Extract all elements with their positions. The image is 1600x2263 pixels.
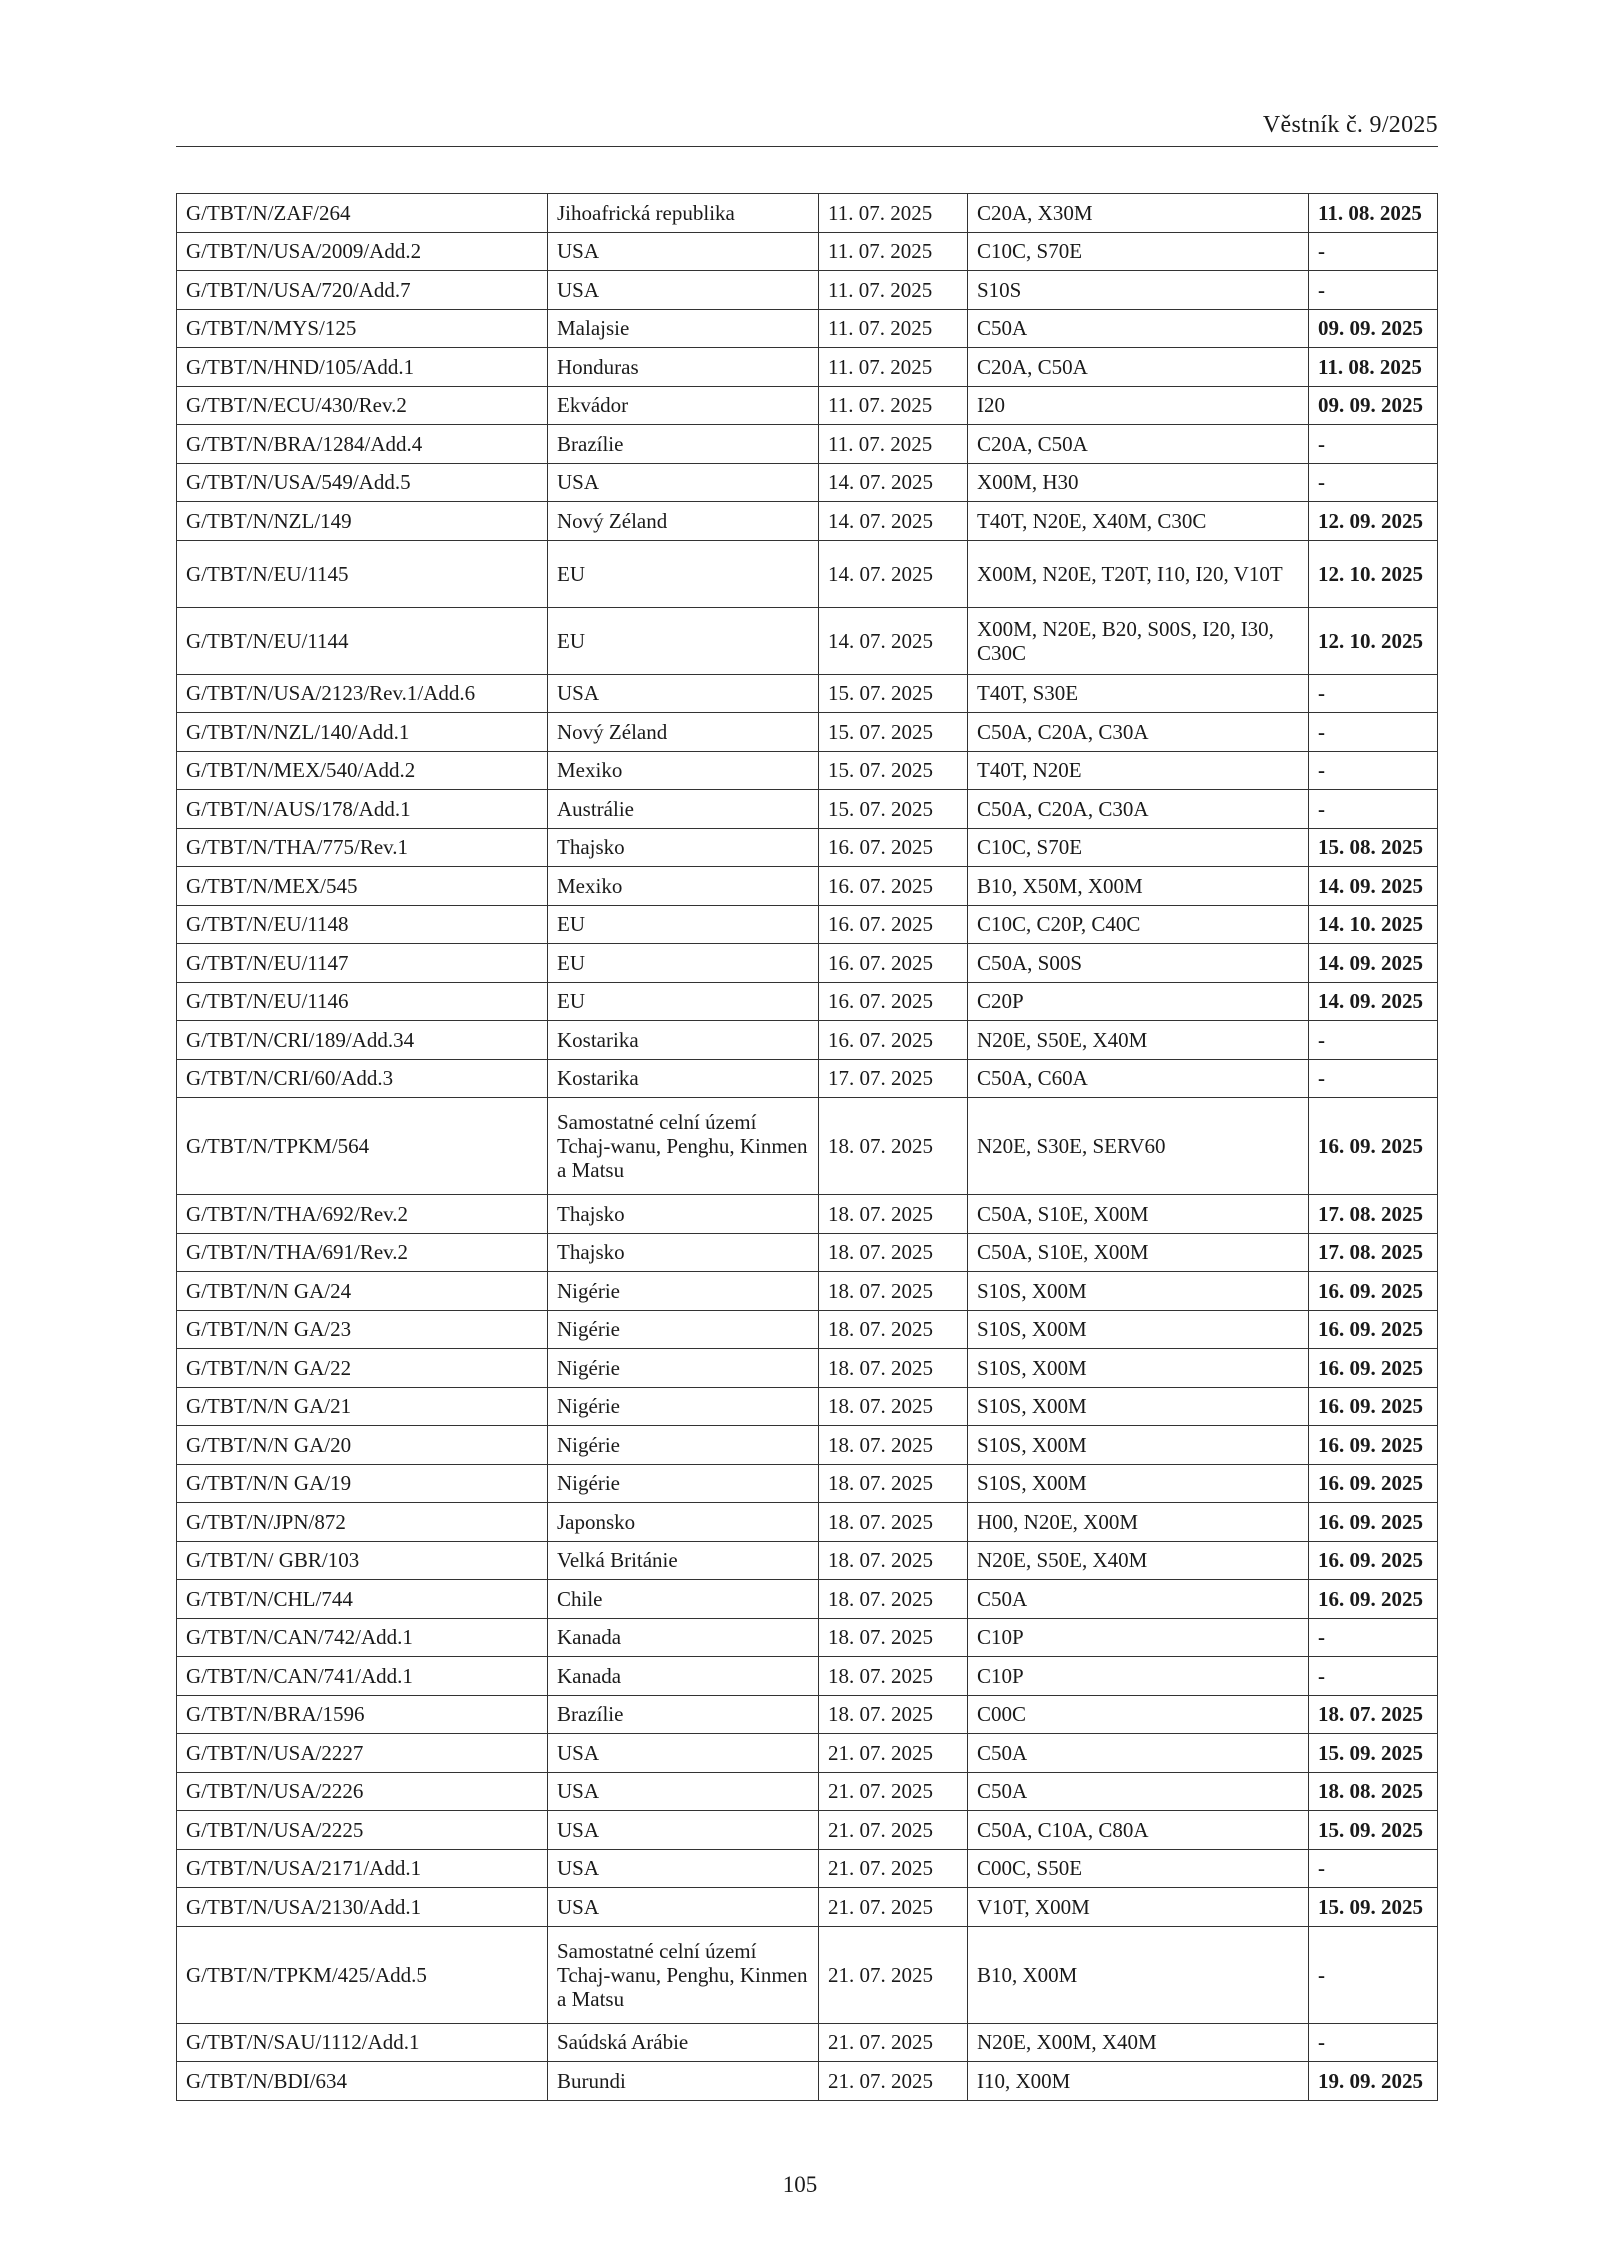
comment-deadline-cell: 12. 09. 2025 bbox=[1309, 502, 1438, 541]
table-row bbox=[177, 1503, 1438, 1542]
comment-deadline-cell: 16. 09. 2025 bbox=[1309, 1464, 1438, 1503]
ics-codes-cell: C20A, X30M bbox=[968, 194, 1309, 233]
table-row bbox=[177, 1059, 1438, 1098]
table-row bbox=[177, 1926, 1438, 2023]
country-cell: Malajsie bbox=[548, 309, 819, 348]
notification-code-cell: G/TBT/N/USA/720/Add.7 bbox=[177, 271, 548, 310]
notification-code-cell: G/TBT/N/EU/1148 bbox=[177, 905, 548, 944]
comment-deadline-cell: 17. 08. 2025 bbox=[1309, 1233, 1438, 1272]
page-header bbox=[176, 112, 1438, 147]
table-row bbox=[177, 1272, 1438, 1311]
comment-deadline-cell: 16. 09. 2025 bbox=[1309, 1503, 1438, 1542]
notification-date-cell: 18. 07. 2025 bbox=[819, 1695, 968, 1734]
table-row bbox=[177, 540, 1438, 607]
country-cell: EU bbox=[548, 982, 819, 1021]
notification-date-cell: 18. 07. 2025 bbox=[819, 1503, 968, 1542]
notification-date-cell: 16. 07. 2025 bbox=[819, 1021, 968, 1060]
table-row bbox=[177, 1541, 1438, 1580]
ics-codes-cell: S10S, X00M bbox=[968, 1272, 1309, 1311]
country-cell: Jihoafrická republika bbox=[548, 194, 819, 233]
notification-code-cell: G/TBT/N/MEX/540/Add.2 bbox=[177, 751, 548, 790]
notification-date-cell: 18. 07. 2025 bbox=[819, 1310, 968, 1349]
ics-codes-cell: C50A bbox=[968, 1580, 1309, 1619]
notification-date-cell: 11. 07. 2025 bbox=[819, 309, 968, 348]
table-row bbox=[177, 1387, 1438, 1426]
notification-date-cell: 18. 07. 2025 bbox=[819, 1387, 968, 1426]
country-cell: EU bbox=[548, 905, 819, 944]
notification-code-cell: G/TBT/N/N GA/24 bbox=[177, 1272, 548, 1311]
comment-deadline-cell: 15. 08. 2025 bbox=[1309, 828, 1438, 867]
country-cell: Kanada bbox=[548, 1657, 819, 1696]
comment-deadline-cell: 16. 09. 2025 bbox=[1309, 1580, 1438, 1619]
country-cell: EU bbox=[548, 944, 819, 983]
country-cell: Nigérie bbox=[548, 1426, 819, 1465]
table-row bbox=[177, 1811, 1438, 1850]
country-cell: Saúdská Arábie bbox=[548, 2023, 819, 2062]
notification-code-cell: G/TBT/N/BDI/634 bbox=[177, 2062, 548, 2101]
country-cell: Mexiko bbox=[548, 751, 819, 790]
notification-date-cell: 11. 07. 2025 bbox=[819, 194, 968, 233]
table-row bbox=[177, 1734, 1438, 1773]
ics-codes-cell: S10S, X00M bbox=[968, 1310, 1309, 1349]
comment-deadline-cell: - bbox=[1309, 1926, 1438, 2023]
ics-codes-cell: C10P bbox=[968, 1618, 1309, 1657]
table-row bbox=[177, 713, 1438, 752]
notification-code-cell: G/TBT/N/USA/2123/Rev.1/Add.6 bbox=[177, 674, 548, 713]
ics-codes-cell: C20A, C50A bbox=[968, 348, 1309, 387]
notification-date-cell: 18. 07. 2025 bbox=[819, 1272, 968, 1311]
comment-deadline-cell: - bbox=[1309, 271, 1438, 310]
country-cell: Nový Zéland bbox=[548, 713, 819, 752]
ics-codes-cell: X00M, N20E, B20, S00S, I20, I30, C30C bbox=[968, 607, 1309, 674]
comment-deadline-cell: 15. 09. 2025 bbox=[1309, 1888, 1438, 1927]
notification-date-cell: 15. 07. 2025 bbox=[819, 751, 968, 790]
table-row bbox=[177, 1849, 1438, 1888]
notification-code-cell: G/TBT/N/USA/2225 bbox=[177, 1811, 548, 1850]
notification-code-cell: G/TBT/N/N GA/21 bbox=[177, 1387, 548, 1426]
comment-deadline-cell: - bbox=[1309, 1059, 1438, 1098]
country-cell: USA bbox=[548, 1772, 819, 1811]
notification-date-cell: 21. 07. 2025 bbox=[819, 1926, 968, 2023]
country-cell: Kostarika bbox=[548, 1059, 819, 1098]
table-row bbox=[177, 502, 1438, 541]
ics-codes-cell: S10S, X00M bbox=[968, 1464, 1309, 1503]
notification-date-cell: 21. 07. 2025 bbox=[819, 2023, 968, 2062]
country-cell: Nigérie bbox=[548, 1272, 819, 1311]
notification-date-cell: 14. 07. 2025 bbox=[819, 463, 968, 502]
comment-deadline-cell: 11. 08. 2025 bbox=[1309, 348, 1438, 387]
table-body bbox=[177, 194, 1438, 2101]
notification-code-cell: G/TBT/N/USA/2227 bbox=[177, 1734, 548, 1773]
ics-codes-cell: T40T, N20E, X40M, C30C bbox=[968, 502, 1309, 541]
notification-code-cell: G/TBT/N/CRI/60/Add.3 bbox=[177, 1059, 548, 1098]
country-cell: Brazílie bbox=[548, 425, 819, 464]
comment-deadline-cell: - bbox=[1309, 713, 1438, 752]
country-cell: Nigérie bbox=[548, 1310, 819, 1349]
country-cell: USA bbox=[548, 1811, 819, 1850]
comment-deadline-cell: 12. 10. 2025 bbox=[1309, 607, 1438, 674]
country-cell: USA bbox=[548, 463, 819, 502]
comment-deadline-cell: 18. 07. 2025 bbox=[1309, 1695, 1438, 1734]
notification-date-cell: 21. 07. 2025 bbox=[819, 2062, 968, 2101]
table-row bbox=[177, 1464, 1438, 1503]
notification-date-cell: 14. 07. 2025 bbox=[819, 607, 968, 674]
comment-deadline-cell: - bbox=[1309, 232, 1438, 271]
comment-deadline-cell: - bbox=[1309, 463, 1438, 502]
ics-codes-cell: N20E, S50E, X40M bbox=[968, 1541, 1309, 1580]
table-row bbox=[177, 607, 1438, 674]
notification-date-cell: 11. 07. 2025 bbox=[819, 425, 968, 464]
country-cell: Nigérie bbox=[548, 1349, 819, 1388]
table-row bbox=[177, 386, 1438, 425]
notification-code-cell: G/TBT/N/SAU/1112/Add.1 bbox=[177, 2023, 548, 2062]
notification-code-cell: G/TBT/N/CRI/189/Add.34 bbox=[177, 1021, 548, 1060]
table-row bbox=[177, 828, 1438, 867]
ics-codes-cell: C50A bbox=[968, 1734, 1309, 1773]
ics-codes-cell: C20A, C50A bbox=[968, 425, 1309, 464]
notification-code-cell: G/TBT/N/EU/1145 bbox=[177, 540, 548, 607]
ics-codes-cell: C50A, C60A bbox=[968, 1059, 1309, 1098]
comment-deadline-cell: 09. 09. 2025 bbox=[1309, 309, 1438, 348]
notification-code-cell: G/TBT/N/USA/2130/Add.1 bbox=[177, 1888, 548, 1927]
table-row bbox=[177, 1233, 1438, 1272]
notification-date-cell: 21. 07. 2025 bbox=[819, 1772, 968, 1811]
comment-deadline-cell: 16. 09. 2025 bbox=[1309, 1541, 1438, 1580]
comment-deadline-cell: - bbox=[1309, 1849, 1438, 1888]
ics-codes-cell: I10, X00M bbox=[968, 2062, 1309, 2101]
comment-deadline-cell: 12. 10. 2025 bbox=[1309, 540, 1438, 607]
ics-codes-cell: C50A, S10E, X00M bbox=[968, 1195, 1309, 1234]
table-row bbox=[177, 463, 1438, 502]
comment-deadline-cell: 19. 09. 2025 bbox=[1309, 2062, 1438, 2101]
notification-code-cell: G/TBT/N/N GA/22 bbox=[177, 1349, 548, 1388]
ics-codes-cell: C50A, S00S bbox=[968, 944, 1309, 983]
notification-date-cell: 15. 07. 2025 bbox=[819, 713, 968, 752]
ics-codes-cell: V10T, X00M bbox=[968, 1888, 1309, 1927]
comment-deadline-cell: 16. 09. 2025 bbox=[1309, 1310, 1438, 1349]
notification-code-cell: G/TBT/N/N GA/23 bbox=[177, 1310, 548, 1349]
ics-codes-cell: C50A bbox=[968, 309, 1309, 348]
notification-date-cell: 18. 07. 2025 bbox=[819, 1618, 968, 1657]
country-cell: Brazílie bbox=[548, 1695, 819, 1734]
ics-codes-cell: C00C, S50E bbox=[968, 1849, 1309, 1888]
notification-code-cell: G/TBT/N/ GBR/103 bbox=[177, 1541, 548, 1580]
notification-code-cell: G/TBT/N/NZL/140/Add.1 bbox=[177, 713, 548, 752]
comment-deadline-cell: 17. 08. 2025 bbox=[1309, 1195, 1438, 1234]
country-cell: Thajsko bbox=[548, 828, 819, 867]
table-row bbox=[177, 1657, 1438, 1696]
notification-date-cell: 14. 07. 2025 bbox=[819, 540, 968, 607]
comment-deadline-cell: 14. 10. 2025 bbox=[1309, 905, 1438, 944]
ics-codes-cell: B10, X50M, X00M bbox=[968, 867, 1309, 906]
table-row bbox=[177, 2062, 1438, 2101]
country-cell: Kostarika bbox=[548, 1021, 819, 1060]
ics-codes-cell: T40T, S30E bbox=[968, 674, 1309, 713]
table-row bbox=[177, 425, 1438, 464]
notification-code-cell: G/TBT/N/N GA/19 bbox=[177, 1464, 548, 1503]
notification-code-cell: G/TBT/N/CAN/741/Add.1 bbox=[177, 1657, 548, 1696]
table-row bbox=[177, 1195, 1438, 1234]
country-cell: Mexiko bbox=[548, 867, 819, 906]
comment-deadline-cell: - bbox=[1309, 751, 1438, 790]
notification-code-cell: G/TBT/N/THA/692/Rev.2 bbox=[177, 1195, 548, 1234]
notification-code-cell: G/TBT/N/HND/105/Add.1 bbox=[177, 348, 548, 387]
comment-deadline-cell: 14. 09. 2025 bbox=[1309, 867, 1438, 906]
ics-codes-cell: B10, X00M bbox=[968, 1926, 1309, 2023]
ics-codes-cell: C50A bbox=[968, 1772, 1309, 1811]
country-cell: EU bbox=[548, 607, 819, 674]
notification-code-cell: G/TBT/N/EU/1144 bbox=[177, 607, 548, 674]
table-row bbox=[177, 944, 1438, 983]
notification-date-cell: 18. 07. 2025 bbox=[819, 1464, 968, 1503]
notification-date-cell: 21. 07. 2025 bbox=[819, 1734, 968, 1773]
notifications-table bbox=[176, 193, 1438, 2101]
notification-date-cell: 16. 07. 2025 bbox=[819, 828, 968, 867]
notification-date-cell: 15. 07. 2025 bbox=[819, 674, 968, 713]
country-cell: USA bbox=[548, 232, 819, 271]
ics-codes-cell: X00M, N20E, T20T, I10, I20, V10T bbox=[968, 540, 1309, 607]
notification-date-cell: 18. 07. 2025 bbox=[819, 1657, 968, 1696]
comment-deadline-cell: 14. 09. 2025 bbox=[1309, 982, 1438, 1021]
ics-codes-cell: S10S, X00M bbox=[968, 1426, 1309, 1465]
table-row bbox=[177, 271, 1438, 310]
table-row bbox=[177, 1772, 1438, 1811]
notification-code-cell: G/TBT/N/ECU/430/Rev.2 bbox=[177, 386, 548, 425]
country-cell: Nigérie bbox=[548, 1464, 819, 1503]
notification-date-cell: 18. 07. 2025 bbox=[819, 1195, 968, 1234]
comment-deadline-cell: 16. 09. 2025 bbox=[1309, 1387, 1438, 1426]
comment-deadline-cell: - bbox=[1309, 2023, 1438, 2062]
table-row bbox=[177, 1888, 1438, 1927]
notification-date-cell: 11. 07. 2025 bbox=[819, 232, 968, 271]
country-cell: Nový Zéland bbox=[548, 502, 819, 541]
comment-deadline-cell: 14. 09. 2025 bbox=[1309, 944, 1438, 983]
notification-date-cell: 11. 07. 2025 bbox=[819, 386, 968, 425]
comment-deadline-cell: - bbox=[1309, 425, 1438, 464]
notification-code-cell: G/TBT/N/CAN/742/Add.1 bbox=[177, 1618, 548, 1657]
notification-date-cell: 16. 07. 2025 bbox=[819, 944, 968, 983]
notification-code-cell: G/TBT/N/EU/1147 bbox=[177, 944, 548, 983]
ics-codes-cell: T40T, N20E bbox=[968, 751, 1309, 790]
comment-deadline-cell: 18. 08. 2025 bbox=[1309, 1772, 1438, 1811]
table-row bbox=[177, 790, 1438, 829]
comment-deadline-cell: - bbox=[1309, 1618, 1438, 1657]
notification-date-cell: 11. 07. 2025 bbox=[819, 271, 968, 310]
notification-code-cell: G/TBT/N/MYS/125 bbox=[177, 309, 548, 348]
table-row bbox=[177, 1580, 1438, 1619]
table-row bbox=[177, 232, 1438, 271]
country-cell: USA bbox=[548, 1734, 819, 1773]
table-row bbox=[177, 905, 1438, 944]
notification-date-cell: 18. 07. 2025 bbox=[819, 1426, 968, 1465]
comment-deadline-cell: 16. 09. 2025 bbox=[1309, 1098, 1438, 1195]
country-cell: Austrálie bbox=[548, 790, 819, 829]
ics-codes-cell: C50A, S10E, X00M bbox=[968, 1233, 1309, 1272]
comment-deadline-cell: 11. 08. 2025 bbox=[1309, 194, 1438, 233]
country-cell: Thajsko bbox=[548, 1233, 819, 1272]
ics-codes-cell: C50A, C20A, C30A bbox=[968, 790, 1309, 829]
table-row bbox=[177, 982, 1438, 1021]
table-row bbox=[177, 1098, 1438, 1195]
ics-codes-cell: N20E, S30E, SERV60 bbox=[968, 1098, 1309, 1195]
notification-date-cell: 14. 07. 2025 bbox=[819, 502, 968, 541]
table-row bbox=[177, 1426, 1438, 1465]
notification-code-cell: G/TBT/N/MEX/545 bbox=[177, 867, 548, 906]
ics-codes-cell: X00M, H30 bbox=[968, 463, 1309, 502]
comment-deadline-cell: 16. 09. 2025 bbox=[1309, 1272, 1438, 1311]
table-row bbox=[177, 194, 1438, 233]
comment-deadline-cell: - bbox=[1309, 1021, 1438, 1060]
ics-codes-cell: H00, N20E, X00M bbox=[968, 1503, 1309, 1542]
ics-codes-cell: S10S, X00M bbox=[968, 1349, 1309, 1388]
notification-date-cell: 21. 07. 2025 bbox=[819, 1849, 968, 1888]
country-cell: Kanada bbox=[548, 1618, 819, 1657]
country-cell: USA bbox=[548, 1849, 819, 1888]
country-cell: Chile bbox=[548, 1580, 819, 1619]
country-cell: Samostatné celní území Tchaj-wanu, Penghu, Kinmen a Matsu bbox=[548, 1098, 819, 1195]
notification-code-cell: G/TBT/N/BRA/1596 bbox=[177, 1695, 548, 1734]
country-cell: Burundi bbox=[548, 2062, 819, 2101]
notification-code-cell: G/TBT/N/USA/549/Add.5 bbox=[177, 463, 548, 502]
notification-date-cell: 21. 07. 2025 bbox=[819, 1888, 968, 1927]
comment-deadline-cell: - bbox=[1309, 674, 1438, 713]
ics-codes-cell: S10S bbox=[968, 271, 1309, 310]
ics-codes-cell: I20 bbox=[968, 386, 1309, 425]
notification-code-cell: G/TBT/N/AUS/178/Add.1 bbox=[177, 790, 548, 829]
notification-code-cell: G/TBT/N/TPKM/564 bbox=[177, 1098, 548, 1195]
table-row bbox=[177, 674, 1438, 713]
notification-code-cell: G/TBT/N/N GA/20 bbox=[177, 1426, 548, 1465]
notification-date-cell: 17. 07. 2025 bbox=[819, 1059, 968, 1098]
notification-date-cell: 11. 07. 2025 bbox=[819, 348, 968, 387]
notification-code-cell: G/TBT/N/THA/691/Rev.2 bbox=[177, 1233, 548, 1272]
notification-date-cell: 18. 07. 2025 bbox=[819, 1541, 968, 1580]
notification-code-cell: G/TBT/N/JPN/872 bbox=[177, 1503, 548, 1542]
publication-title: Věstník č. 9/2025 bbox=[1262, 112, 1438, 138]
notification-code-cell: G/TBT/N/EU/1146 bbox=[177, 982, 548, 1021]
ics-codes-cell: C20P bbox=[968, 982, 1309, 1021]
table-row bbox=[177, 867, 1438, 906]
table-row bbox=[177, 309, 1438, 348]
ics-codes-cell: C10C, S70E bbox=[968, 828, 1309, 867]
notification-code-cell: G/TBT/N/THA/775/Rev.1 bbox=[177, 828, 548, 867]
notification-date-cell: 18. 07. 2025 bbox=[819, 1098, 968, 1195]
table-row bbox=[177, 2023, 1438, 2062]
comment-deadline-cell: - bbox=[1309, 790, 1438, 829]
notification-code-cell: G/TBT/N/TPKM/425/Add.5 bbox=[177, 1926, 548, 2023]
country-cell: EU bbox=[548, 540, 819, 607]
country-cell: Samostatné celní území Tchaj-wanu, Penghu, Kinmen a Matsu bbox=[548, 1926, 819, 2023]
ics-codes-cell: C00C bbox=[968, 1695, 1309, 1734]
country-cell: Japonsko bbox=[548, 1503, 819, 1542]
notification-date-cell: 15. 07. 2025 bbox=[819, 790, 968, 829]
notification-date-cell: 18. 07. 2025 bbox=[819, 1580, 968, 1619]
ics-codes-cell: N20E, S50E, X40M bbox=[968, 1021, 1309, 1060]
table-row bbox=[177, 1618, 1438, 1657]
notification-date-cell: 18. 07. 2025 bbox=[819, 1233, 968, 1272]
country-cell: Nigérie bbox=[548, 1387, 819, 1426]
comment-deadline-cell: 15. 09. 2025 bbox=[1309, 1811, 1438, 1850]
notification-date-cell: 16. 07. 2025 bbox=[819, 905, 968, 944]
country-cell: Ekvádor bbox=[548, 386, 819, 425]
ics-codes-cell: C50A, C10A, C80A bbox=[968, 1811, 1309, 1850]
country-cell: USA bbox=[548, 674, 819, 713]
notification-date-cell: 18. 07. 2025 bbox=[819, 1349, 968, 1388]
comment-deadline-cell: - bbox=[1309, 1657, 1438, 1696]
notification-code-cell: G/TBT/N/BRA/1284/Add.4 bbox=[177, 425, 548, 464]
ics-codes-cell: C50A, C20A, C30A bbox=[968, 713, 1309, 752]
comment-deadline-cell: 15. 09. 2025 bbox=[1309, 1734, 1438, 1773]
country-cell: Thajsko bbox=[548, 1195, 819, 1234]
table-row bbox=[177, 1310, 1438, 1349]
notification-code-cell: G/TBT/N/USA/2171/Add.1 bbox=[177, 1849, 548, 1888]
ics-codes-cell: C10C, C20P, C40C bbox=[968, 905, 1309, 944]
table-row bbox=[177, 1021, 1438, 1060]
notification-date-cell: 16. 07. 2025 bbox=[819, 867, 968, 906]
country-cell: Velká Británie bbox=[548, 1541, 819, 1580]
ics-codes-cell: N20E, X00M, X40M bbox=[968, 2023, 1309, 2062]
notification-code-cell: G/TBT/N/ZAF/264 bbox=[177, 194, 548, 233]
notification-code-cell: G/TBT/N/NZL/149 bbox=[177, 502, 548, 541]
country-cell: Honduras bbox=[548, 348, 819, 387]
comment-deadline-cell: 16. 09. 2025 bbox=[1309, 1349, 1438, 1388]
comment-deadline-cell: 09. 09. 2025 bbox=[1309, 386, 1438, 425]
table-row bbox=[177, 1695, 1438, 1734]
ics-codes-cell: C10P bbox=[968, 1657, 1309, 1696]
notification-code-cell: G/TBT/N/USA/2009/Add.2 bbox=[177, 232, 548, 271]
notification-code-cell: G/TBT/N/USA/2226 bbox=[177, 1772, 548, 1811]
ics-codes-cell: C10C, S70E bbox=[968, 232, 1309, 271]
country-cell: USA bbox=[548, 271, 819, 310]
page-number: 105 bbox=[782, 2172, 818, 2197]
table-row bbox=[177, 1349, 1438, 1388]
table-row bbox=[177, 751, 1438, 790]
country-cell: USA bbox=[548, 1888, 819, 1927]
notification-date-cell: 16. 07. 2025 bbox=[819, 982, 968, 1021]
table-row bbox=[177, 348, 1438, 387]
comment-deadline-cell: 16. 09. 2025 bbox=[1309, 1426, 1438, 1465]
notification-code-cell: G/TBT/N/CHL/744 bbox=[177, 1580, 548, 1619]
ics-codes-cell: S10S, X00M bbox=[968, 1387, 1309, 1426]
notification-date-cell: 21. 07. 2025 bbox=[819, 1811, 968, 1850]
